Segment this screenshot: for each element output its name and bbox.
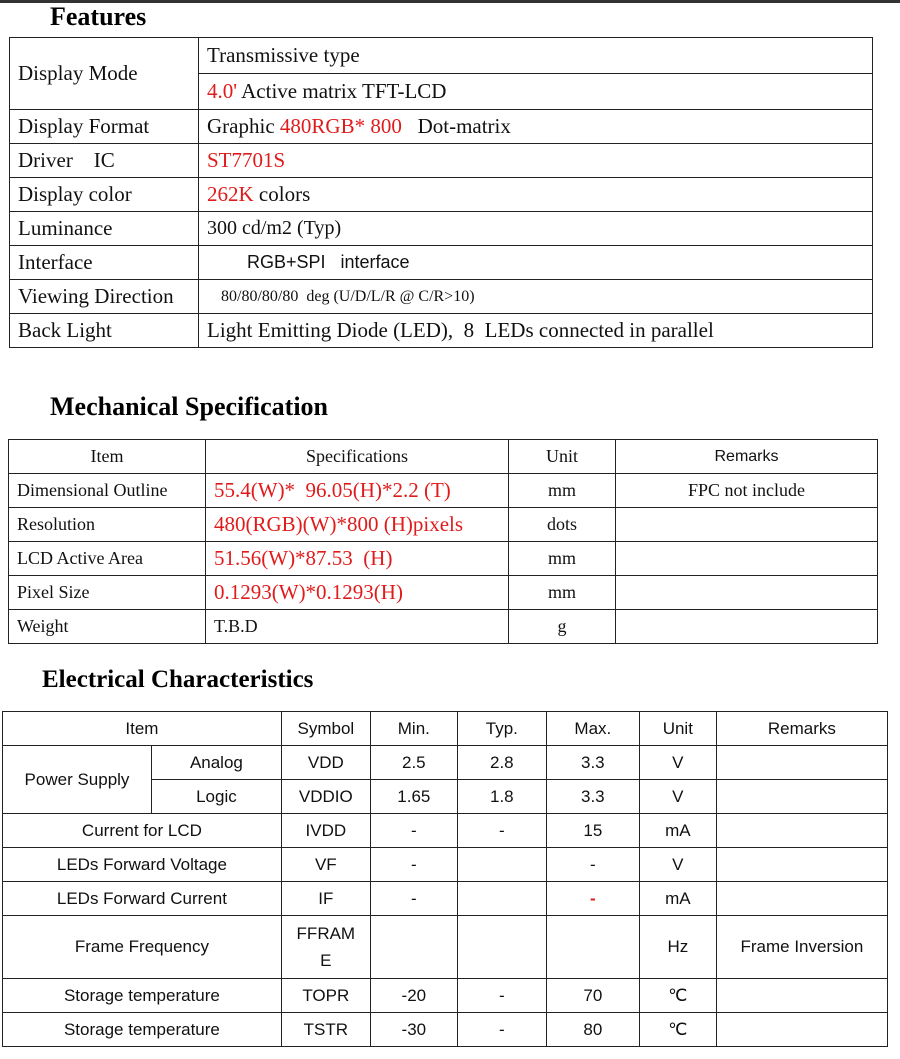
electrical-max: - [546,848,639,882]
electrical-header: Typ. [457,712,546,746]
features-label: Viewing Direction [10,280,199,314]
electrical-symbol: IF [281,882,370,916]
features-value: Transmissive type [199,38,873,74]
mechanical-row [9,542,878,576]
features-value: Light Emitting Diode (LED), 8 LEDs connected in parallel [199,314,873,348]
color-post: colors [258,182,311,206]
electrical-max: - [546,882,639,916]
features-label: Back Light [10,314,199,348]
electrical-min: 1.65 [370,780,457,814]
electrical-header: Symbol [281,712,370,746]
electrical-symbol: VDD [281,746,370,780]
mechanical-spec: 51.56(W)*87.53 (H) [206,542,509,576]
mechanical-row [9,508,878,542]
electrical-typ: - [457,979,546,1013]
mechanical-header: Unit [509,440,616,474]
electrical-sub-item: Logic [152,780,282,814]
features-label: Display color [10,178,199,212]
electrical-max: 15 [546,814,639,848]
electrical-max: 80 [546,1013,639,1047]
electrical-min: -30 [370,1013,457,1047]
electrical-typ: 2.8 [457,746,546,780]
driver-red: ST7701S [207,148,286,172]
mechanical-remark [616,576,878,610]
electrical-remark: Frame Inversion [716,916,887,979]
power-supply-label: Power Supply [3,746,152,814]
electrical-typ: - [457,1013,546,1047]
electrical-symbol: IVDD [281,814,370,848]
mechanical-row [9,576,878,610]
features-row [10,144,873,178]
format-post: Dot-matrix [417,114,511,138]
electrical-row [3,1013,888,1047]
electrical-typ: - [457,814,546,848]
electrical-typ [457,882,546,916]
electrical-max: 70 [546,979,639,1013]
electrical-symbol: VF [281,848,370,882]
electrical-row [3,814,888,848]
features-row [10,212,873,246]
mechanical-remark: FPC not include [616,474,878,508]
mechanical-header: Item [9,440,206,474]
mechanical-item: Dimensional Outline [9,474,206,508]
mechanical-remark [616,610,878,644]
features-label: Interface [10,246,199,280]
features-title: Features [50,2,147,31]
electrical-unit: V [639,780,716,814]
electrical-title: Electrical Characteristics [42,666,314,693]
electrical-max [546,916,639,979]
mechanical-item: Pixel Size [9,576,206,610]
mechanical-title: Mechanical Specification [50,392,329,421]
features-label: Display Format [10,110,199,144]
electrical-unit: mA [639,882,716,916]
electrical-header: Min. [370,712,457,746]
features-value: RGB+SPI interface [199,246,873,280]
features-value [199,110,873,144]
electrical-header: Item [3,712,282,746]
electrical-item: Storage temperature [3,1013,282,1047]
electrical-row [3,916,888,979]
mechanical-unit: mm [509,576,616,610]
mechanical-spec: T.B.D [206,610,509,644]
features-label: Driver IC [10,144,199,178]
electrical-min [370,916,457,979]
mechanical-header-row [9,440,878,474]
mechanical-row [9,610,878,644]
electrical-unit: mA [639,814,716,848]
electrical-sub-item: Analog [152,746,282,780]
mechanical-unit: dots [509,508,616,542]
electrical-item: Frame Frequency [3,916,282,979]
features-row [10,110,873,144]
mechanical-table [8,439,878,644]
mechanical-spec: 0.1293(W)*0.1293(H) [206,576,509,610]
electrical-typ [457,916,546,979]
features-row [10,280,873,314]
features-value: 300 cd/m2 (Typ) [199,212,873,246]
mechanical-spec: 55.4(W)* 96.05(H)*2.2 (T) [206,474,509,508]
electrical-header: Remarks [716,712,887,746]
features-value: 80/80/80/80 deg (U/D/L/R @ C/R>10) [199,280,873,314]
electrical-unit: Hz [639,916,716,979]
electrical-symbol: TSTR [281,1013,370,1047]
features-row [10,246,873,280]
electrical-unit: ℃ [639,979,716,1013]
color-red: 262K [207,182,254,206]
electrical-item: LEDs Forward Voltage [3,848,282,882]
mechanical-row [9,474,878,508]
electrical-min: - [370,848,457,882]
electrical-remark [716,814,887,848]
electrical-remark [716,979,887,1013]
electrical-table [2,711,888,1047]
mechanical-spec: 480(RGB)(W)*800 (H)pixels [206,508,509,542]
electrical-remark [716,882,887,916]
features-value [199,74,873,110]
electrical-min: -20 [370,979,457,1013]
mechanical-unit: g [509,610,616,644]
mechanical-remark [616,542,878,576]
features-table [9,37,873,348]
features-value [199,144,873,178]
electrical-unit: V [639,848,716,882]
electrical-item: LEDs Forward Current [3,882,282,916]
mechanical-remark [616,508,878,542]
electrical-min: 2.5 [370,746,457,780]
electrical-max: 3.3 [546,746,639,780]
frame-symbol-text: FFRAME [296,924,356,970]
mode-text: Active matrix TFT-LCD [241,79,447,103]
mechanical-item: Resolution [9,508,206,542]
electrical-row [3,746,888,780]
electrical-item: Current for LCD [3,814,282,848]
features-row [10,178,873,212]
electrical-remark [716,848,887,882]
electrical-unit: ℃ [639,1013,716,1047]
electrical-symbol: VDDIO [281,780,370,814]
features-row [10,314,873,348]
electrical-item: Storage temperature [3,979,282,1013]
mechanical-unit: mm [509,542,616,576]
electrical-unit: V [639,746,716,780]
electrical-header: Unit [639,712,716,746]
electrical-row [3,979,888,1013]
mechanical-header: Remarks [616,440,878,474]
electrical-min: - [370,814,457,848]
electrical-symbol [281,916,370,979]
electrical-typ [457,848,546,882]
electrical-remark [716,780,887,814]
electrical-symbol: TOPR [281,979,370,1013]
features-row [10,38,873,74]
features-value [199,178,873,212]
format-red: 480RGB* 800 [279,114,402,138]
features-label: Display Mode [10,38,199,110]
electrical-remark [716,1013,887,1047]
mechanical-item: Weight [9,610,206,644]
electrical-min: - [370,882,457,916]
format-pre: Graphic [207,114,275,138]
electrical-row [3,882,888,916]
electrical-header-row [3,712,888,746]
mechanical-item: LCD Active Area [9,542,206,576]
electrical-header: Max. [546,712,639,746]
mechanical-unit: mm [509,474,616,508]
electrical-typ: 1.8 [457,780,546,814]
features-label: Luminance [10,212,199,246]
electrical-row [3,848,888,882]
mechanical-header: Specifications [206,440,509,474]
electrical-max: 3.3 [546,780,639,814]
size-red: 4.0' [207,79,238,103]
electrical-remark [716,746,887,780]
